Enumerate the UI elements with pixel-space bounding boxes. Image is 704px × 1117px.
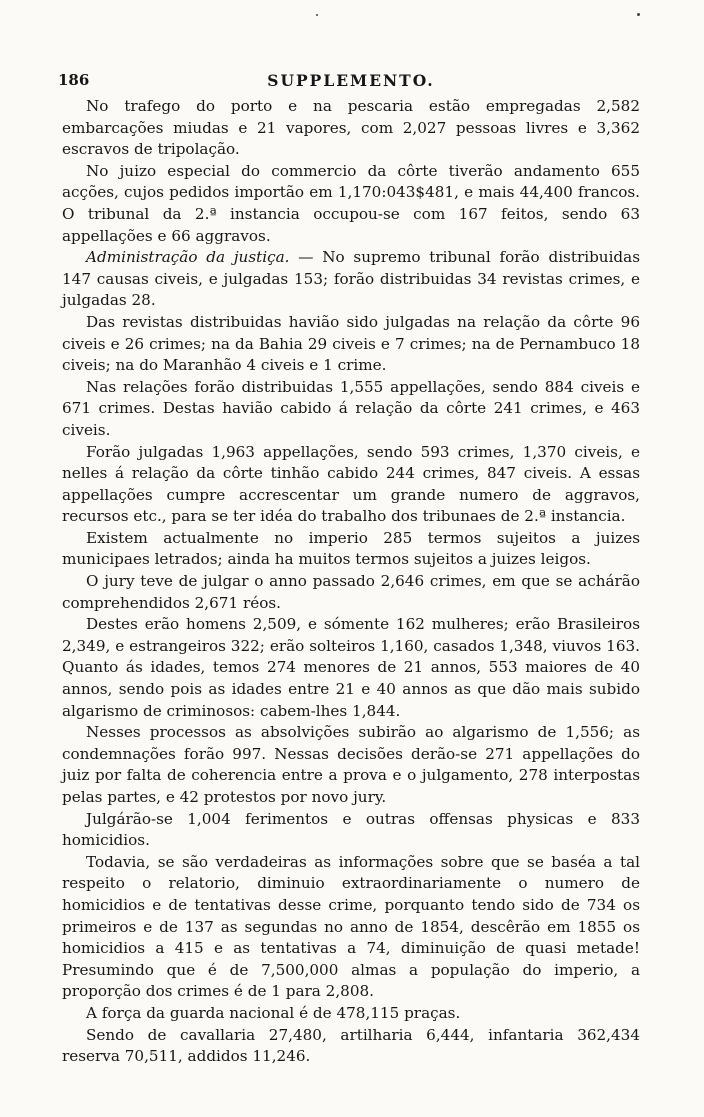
ink-speck bbox=[637, 13, 640, 16]
ink-speck bbox=[316, 14, 318, 16]
paragraph-commerce-court: No juizo especial do commercio da côrte tiverão andamento 655 acções, cujos pedidos importão em 1,170:043$481, e mais 44,400 francos. O tribunal da 2.ª instancia occupou-se com 167 feitos, sendo 63 appellações e 66 aggravos. bbox=[62, 161, 640, 245]
body-text bbox=[62, 96, 640, 1068]
paragraph-appellacoes: Forão julgadas 1,963 appellações, sendo 593 crimes, 1,370 civeis, e nelles á relação da côrte tinhão cabido 244 crimes, 847 civeis. A essas appellações cumpre accrescentar um grande numero de aggravos, recursos etc., para se ter idéa do trabalho dos tribunaes de 2.ª instancia. bbox=[62, 442, 640, 526]
paragraph-relacoes: Nas relações forão distribuidas 1,555 appellações, sendo 884 civeis e 671 crimes. Destas havião cabido á relação da côrte 241 crimes, e 463 civeis. bbox=[62, 377, 640, 439]
paragraph-text: — No supremo tribunal forão distribuidas 147 causas civeis, e julgadas 153; forão distribuidas 34 revistas crimes, e julgadas 28. bbox=[62, 248, 640, 310]
paragraph-guarda-nacional: A força da guarda nacional é de 478,115 praças. bbox=[86, 1003, 461, 1022]
section-lead: Administração da justiça. bbox=[86, 248, 290, 267]
paragraph-termos: Existem actualmente no imperio 285 termos sujeitos a juizes municipaes letrados; ainda ha muitos termos sujeitos a juizes leigos. bbox=[62, 528, 640, 569]
paragraph-cavallaria: Sendo de cavallaria 27,480, artilharia 6,444, infantaria 362,434 reserva 70,511, addidos 11,246. bbox=[62, 1025, 640, 1066]
paragraph-revistas: Das revistas distribuidas havião sido julgadas na relação da côrte 96 civeis e 26 crimes; na da Bahia 29 civeis e 7 crimes; na de Pernambuco 18 civeis; na do Maranhão 4 civeis e 1 crime. bbox=[62, 312, 640, 375]
book-page bbox=[58, 70, 640, 1068]
paragraph-processos: Nesses processos as absolvições subirão ao algarismo de 1,556; as condemnações forão 997. Nessas decisões derão-se 271 appellações do juiz por falta de coherencia entre a prova e o julgamento, 278 interpostas pelas partes, e 42 protestos por novo jury. bbox=[62, 723, 640, 806]
paragraph-reus: Destes erão homens 2,509, e sómente 162 mulheres; erão Brasileiros 2,349, e estrangeiros 322; erão solteiros 1,160, casados 1,348, viuvos 163. Quanto ás idades, temos 274 menores de 21 annos, 553 maiores de 40 annos, sendo pois as idades entre 21 e 40 annos as que dão mais subido algarismo de criminosos: cabem-lhes 1,844. bbox=[62, 615, 640, 720]
page-number: 186 bbox=[58, 71, 90, 89]
paragraph-port-traffic: No trafego do porto e na pescaria estão empregadas 2,582 embarcações miudas e 21 vapores, com 2,027 pessoas livres e 3,362 escravos de tripolação. bbox=[62, 97, 640, 159]
running-title: SUPPLEMENTO. bbox=[267, 71, 435, 90]
paragraph-homicidios: Todavia, se são verdadeiras as informações sobre que se baséa a tal respeito o relatorio, diminuio extraordinariamente o numero de homicidios e de tentativas desse crime, porquanto tendo sido de 734 os primeiros e de 137 as segundas no anno de 1854, descêrão em 1855 os homicidios a 415 e as tentativas a 74, diminuição de quasi metade! Presumindo que é de 7,500,000 almas a população do imperio, a proporção dos crimes é de 1 para 2,808. bbox=[62, 852, 640, 1001]
paragraph-administration-justice bbox=[62, 247, 640, 312]
paragraph-jury: O jury teve de julgar o anno passado 2,646 crimes, em que se achárão comprehendidos 2,671 réos. bbox=[62, 572, 640, 612]
page-header bbox=[58, 70, 640, 96]
paragraph-ferimentos: Julgárão-se 1,004 ferimentos e outras offensas physicas e 833 homicidios. bbox=[62, 809, 640, 850]
